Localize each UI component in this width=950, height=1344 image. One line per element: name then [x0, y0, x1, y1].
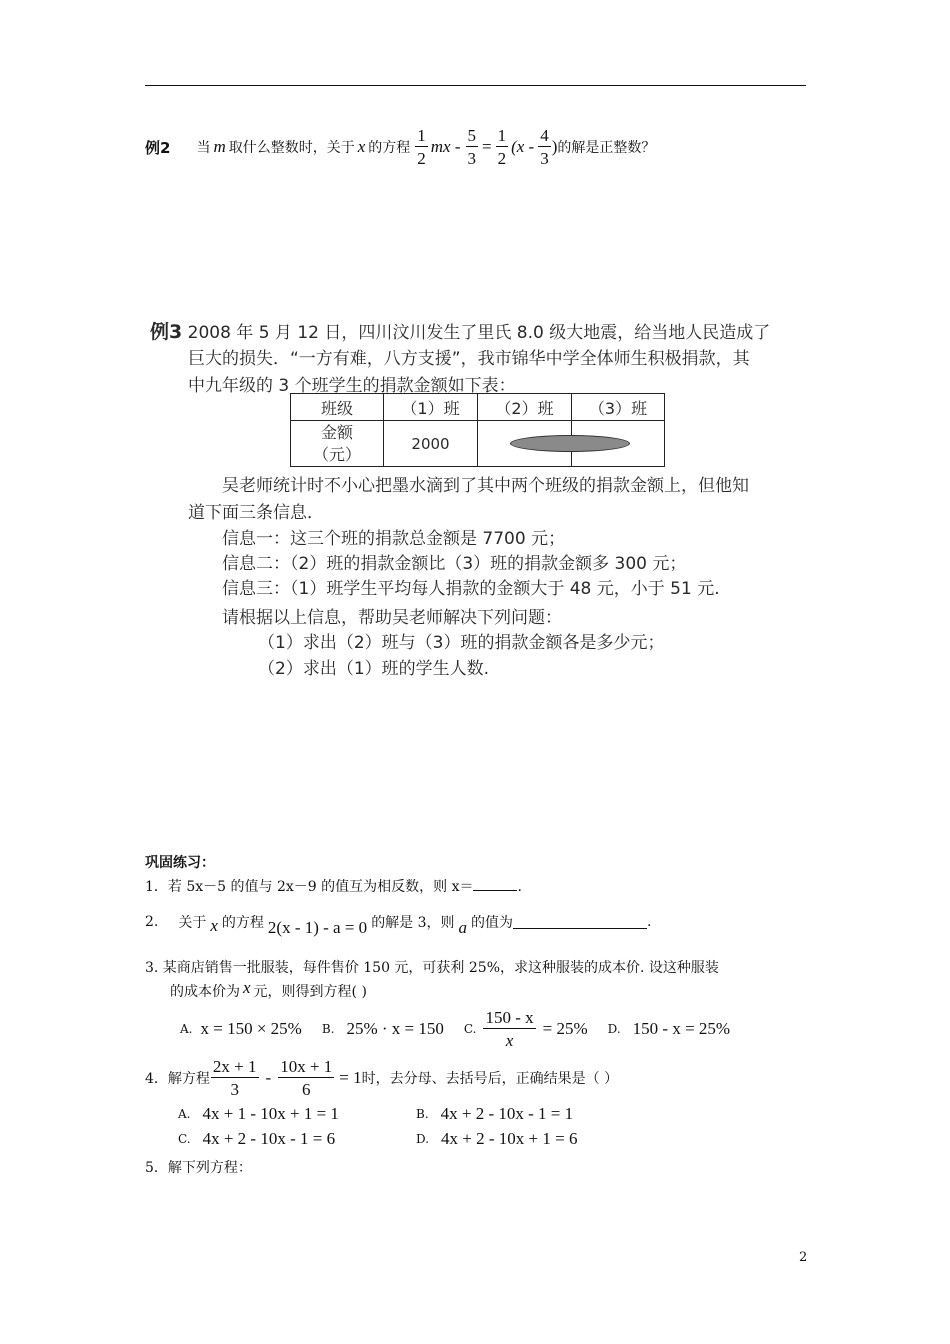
option-c-equation: [482, 1009, 587, 1049]
variable-x: x: [243, 978, 251, 997]
practice-3-text-b: 元，则得到方程( ): [253, 984, 367, 1000]
equation-paren-close: ): [551, 137, 558, 156]
fraction-denominator: 2: [497, 149, 507, 168]
fraction-numerator: 4: [540, 126, 549, 145]
table-row: [291, 394, 665, 421]
practice-3-line-1: 3. 某商店销售一批服装，每件售价 150 元，可获利 25%，求这种服装的成本价. 设这种服装: [145, 960, 719, 976]
table-row-label: [291, 421, 384, 467]
practice-1-text: 1．若 5x－5 的值与 2x－9 的值互为相反数，则 x＝: [145, 879, 474, 895]
example3-line-3: 中九年级的 3 个班学生的捐款金额如下表：: [188, 376, 516, 396]
practice-4-option-a: [178, 1104, 339, 1124]
variable-x: x: [357, 137, 366, 156]
class1-amount: 2000: [384, 421, 478, 467]
option-d-label: D.: [607, 1022, 621, 1036]
option-b-equation: 25% · x = 150: [346, 1019, 444, 1038]
option-a-equation: 4x + 1 - 10x + 1 = 1: [202, 1104, 339, 1123]
info-2: 信息二：（2）班的捐款金额比（3）班的捐款金额多 300 元；: [222, 554, 687, 574]
option-d-equation: 4x + 2 - 10x + 1 = 6: [441, 1129, 578, 1148]
variable-m: m: [213, 137, 226, 156]
example2-line: [145, 124, 655, 170]
fraction-numerator: 150 - x: [485, 1008, 534, 1027]
answer-blank: [513, 928, 647, 929]
equation-paren: (x -: [511, 137, 535, 156]
practice-4-option-c: [178, 1129, 335, 1149]
practice-3-line-2: [170, 978, 367, 1001]
example2-text-2: 取什么整数时，关于: [228, 140, 355, 156]
example3-line-1: [150, 317, 770, 344]
table-header-class: 班级: [291, 394, 384, 421]
request-line: 请根据以上信息，帮助吴老师解决下列问题：: [222, 608, 562, 628]
option-d-label: D.: [416, 1132, 430, 1146]
option-a-equation: x = 150 × 25%: [200, 1019, 302, 1038]
variable-x: x: [210, 916, 218, 935]
minus-sign: -: [265, 1068, 272, 1087]
equation-term: mx -: [430, 137, 461, 156]
practice-1-end: .: [517, 879, 522, 895]
fraction-numerator: 5: [467, 126, 476, 145]
practice-3-text-a: 的成本价为: [170, 984, 240, 1000]
option-b-label: B.: [416, 1107, 429, 1121]
practice-2-text-b: 的方程: [221, 915, 264, 931]
practice-1: [145, 876, 522, 896]
fraction-denominator: 3: [540, 149, 549, 168]
practice-3-options: [180, 1006, 730, 1052]
table-header-class-1: （1）班: [384, 394, 478, 421]
info-1: 信息一：这三个班的捐款总金额是 7700 元；: [222, 529, 566, 549]
fraction-denominator: 6: [301, 1080, 311, 1099]
fraction-denominator: 3: [230, 1080, 239, 1099]
practice-4: [145, 1056, 618, 1100]
option-b-equation: 4x + 2 - 10x - 1 = 1: [440, 1104, 574, 1123]
fraction-numerator: 2x + 1: [212, 1057, 257, 1076]
example2-label: 例2: [145, 138, 171, 157]
option-c-label: C.: [178, 1132, 191, 1146]
practice-2-text-d: 的值为: [471, 915, 514, 931]
practice-2-text-a: 关于: [178, 915, 207, 931]
fraction-numerator: 10x + 1: [280, 1057, 333, 1076]
row-label-amount: 金额: [320, 422, 353, 442]
fraction-numerator: 1: [497, 126, 507, 145]
fraction-denominator: x: [505, 1031, 514, 1050]
practice-4-option-b: [416, 1104, 573, 1124]
question-1: （1）求出（2）班与（3）班的捐款金额各是多少元；: [258, 633, 665, 653]
option-d-equation: 150 - x = 25%: [632, 1019, 731, 1038]
example2-equation: [414, 127, 557, 167]
example2-text-1: 当: [196, 140, 211, 156]
table-header-class-3: （3）班: [572, 394, 665, 421]
row-label-unit: （元）: [312, 444, 361, 464]
answer-blank: [473, 890, 517, 891]
practice-2-text-c: 的解是 3，则: [371, 915, 455, 931]
table-header-class-2: （2）班: [478, 394, 572, 421]
variable-a: a: [458, 918, 468, 937]
practice-4-text: 4．解方程: [145, 1071, 210, 1087]
option-c-label: C.: [463, 1022, 477, 1036]
info-3: 信息三：（1）班学生平均每人捐款的金额大于 48 元，小于 51 元.: [222, 579, 720, 599]
option-b-label: B.: [321, 1022, 335, 1036]
practice-4-option-d: [416, 1129, 577, 1149]
example3-para-1: 吴老师统计时不小心把墨水滴到了其中两个班级的捐款金额上，但他知: [222, 476, 749, 496]
example3-para-2: 道下面三条信息．: [188, 503, 324, 523]
ink-blot: [510, 435, 630, 456]
example2-text-3: 的方程: [368, 140, 411, 156]
practice-2-equation: 2(x - 1) - a = 0: [267, 918, 368, 937]
header-rule: [145, 85, 806, 86]
equation-rhs: = 1: [339, 1068, 362, 1087]
practice-2-end: .: [647, 914, 652, 930]
equals-sign: =: [482, 137, 492, 156]
practice-2: [145, 907, 652, 937]
fraction-numerator: 1: [417, 126, 426, 145]
practice-2-number: 2.: [145, 914, 159, 930]
example2-text-4: 的解是正整数？: [557, 140, 656, 156]
question-2: （2）求出（1）班的学生人数.: [258, 659, 490, 679]
option-c-equation: 4x + 2 - 10x - 1 = 6: [202, 1129, 336, 1148]
ink-stain-shape: [510, 435, 630, 452]
example3-label: 例3: [150, 321, 183, 343]
example3-text-1: 2008 年 5 月 12 日，四川汶川发生了里氏 8.0 级大地震，给当地人民造成了: [187, 323, 771, 343]
option-a-label: A.: [180, 1022, 193, 1036]
fraction-denominator: 3: [467, 149, 476, 168]
page-number: 2: [799, 1250, 808, 1265]
practice-5: 5．解下列方程：: [145, 1160, 252, 1176]
option-c-rhs: = 25%: [542, 1019, 588, 1038]
practice-4-equation: [210, 1058, 362, 1098]
practice-heading: 巩固练习：: [145, 855, 215, 871]
practice-4-tail: 时，去分母、去括号后，正确结果是（ ）: [361, 1071, 619, 1087]
example3-line-2: 巨大的损失．“一方有难，八方支援”，我市锦华中学全体师生积极捐款，其: [188, 349, 750, 369]
option-a-label: A.: [178, 1107, 191, 1121]
fraction-denominator: 2: [417, 149, 426, 168]
